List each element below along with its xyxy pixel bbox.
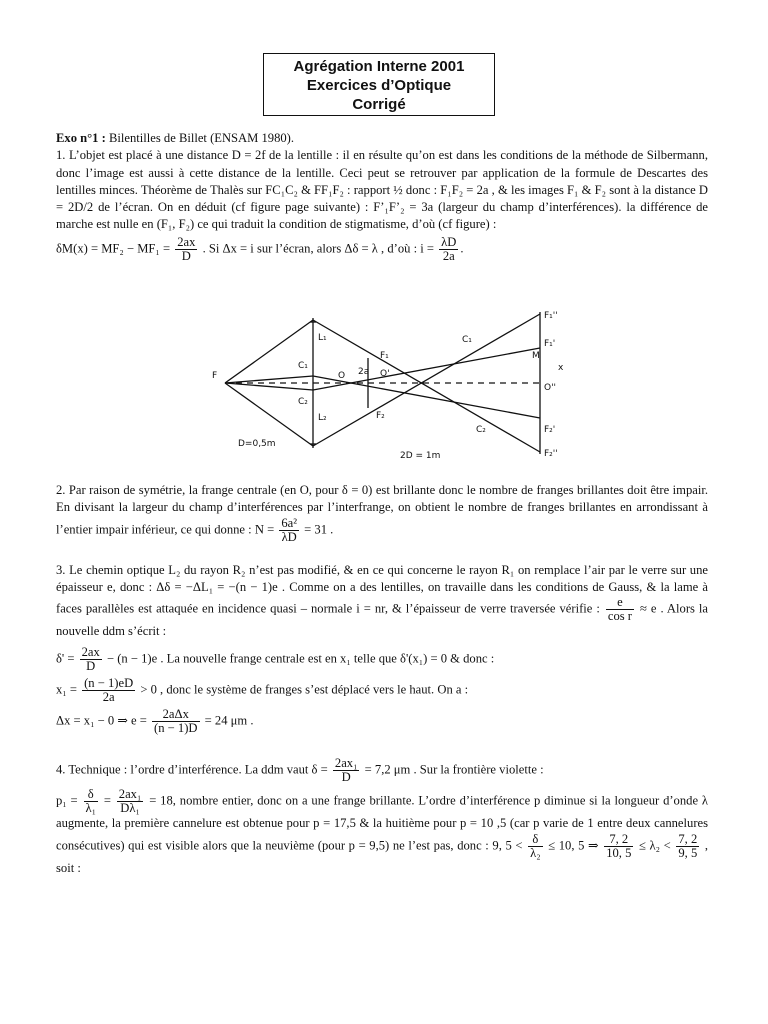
p3-eq-tail: − (n − 1)e . La nouvelle frange centrale est en x₁ telle que δ'(x₁) = 0 & donc : xyxy=(106,651,495,666)
paragraph-3 xyxy=(56,562,708,641)
label-M: M xyxy=(532,351,540,361)
p4-c-fraction-3 xyxy=(676,833,699,860)
p4-a-fraction xyxy=(333,757,360,784)
p3-dx-den: (n − 1)D xyxy=(154,721,198,736)
p3-x1-den: 2a xyxy=(102,690,115,705)
eq1-fraction xyxy=(175,236,197,263)
eq1-num: 2ax xyxy=(177,234,196,249)
label-C2: C₂ xyxy=(298,397,308,407)
exercise-1-part-1 xyxy=(56,130,708,263)
p4-c-num1: δ xyxy=(528,833,543,847)
paragraph-1: 1. L’objet est placé à une distance D = 2f de la lentille : il en résulte qu’on est dans les conditions de la méthode de Silbermann, donc l’image est aussi à cette distance de la lentille. Ceci peut se retrouver par application de la formule de Descartes des lentilles minces. Théorème de Thalès sur FC₁C₂ & FF₁F₂ : rapport ½ donc : F₁F₂ = 2a , & les images F₁ & F₂ sont à la distance D = 2D/2 de l’écran. On en déduit (cf figure page suivante) : F’₁F’₂ = 3a (largeur du champ d’interférences). la différence de marche est nulle en (F₁, F₂) ce qui traduit la condition de stigmatisme, d’où (cf figure) : xyxy=(56,148,708,232)
p4-b-num2: 2ax₁ xyxy=(118,787,142,802)
label-D: D=0,5m xyxy=(238,439,276,449)
paragraph-3-eq-3 xyxy=(56,708,708,735)
p4-c-den2: 10, 5 xyxy=(606,845,632,860)
paragraph-4-b: p₁ = $\frac{\delta}{\text{λ₁}}$ = $\frac{\text{2ax₁}}{\text{Dλ₁}}$ = 18, nombre entier, donc on a une frange brillante. L’ordre d’interférence p diminue si la longueur d’onde λ augmente, la première cannelure est obtenue pour p = 17,5 & la huitième pour p = 10 ,5 (car p varie de 1 entre deux cannelures consécutives) qui est visible alors que la neuvième (pour p = 9,5) ne l’est pas, donc : 9, 5 < $\frac{\delta}{\text{λ₂}}$ ≤ 10, 5 ⇒ $\frac{7, 2}{10, 5}$ ≤ λ₂ < $\frac{7, 2}{9, 5}$ , soit : xyxy=(56,787,709,875)
exercise-1-part-2 xyxy=(56,482,708,877)
label-C1b: C₁ xyxy=(462,335,472,345)
eq1-den2: 2a xyxy=(442,248,455,263)
p4-c-fraction-2 xyxy=(604,833,633,860)
title-line-2: Exercices d’Optique xyxy=(306,77,452,94)
p3-x1-fraction xyxy=(82,677,135,704)
label-Op: O' xyxy=(380,369,390,379)
label-x: x xyxy=(558,363,564,373)
p3-eq-left: δ' = xyxy=(56,651,75,666)
label-F1: F₁ xyxy=(380,351,389,361)
label-Opp: O'' xyxy=(544,383,557,393)
p2-result: = 31 . xyxy=(304,521,334,536)
equation-1: δM(x) = MF₂ − MF₁ = $\frac{2ax}{D}$ . Si Δx = i sur l’écran, alors Δδ = λ , d’où : i = $\frac{\lambda D}{2a}$ . xyxy=(56,234,464,263)
title-line-3: Corrigé xyxy=(352,96,406,113)
label-C1: C₁ xyxy=(298,361,308,371)
exercise-title: Bilentilles de Billet (ENSAM 1980). xyxy=(108,131,295,145)
label-2a: 2a xyxy=(358,367,370,377)
paragraph-4 xyxy=(56,757,708,784)
title-line-1: Agrégation Interne 2001 xyxy=(293,58,465,75)
exercise-heading xyxy=(56,130,708,147)
p3-eq-num: 2ax xyxy=(81,645,100,660)
label-L2: L₂ xyxy=(318,413,327,423)
p4-c-den1: λ₂ xyxy=(530,845,541,860)
p3-x1-num: (n − 1)eD xyxy=(84,676,134,691)
paragraph-3-eq-2 xyxy=(56,677,708,704)
label-L1: L₁ xyxy=(318,333,327,343)
p3-eq-den: D xyxy=(86,659,96,674)
p3-num: e xyxy=(606,596,634,610)
p4-b-fraction-1 xyxy=(84,788,99,815)
p4-b-fraction-2 xyxy=(117,788,144,815)
paragraph-2 xyxy=(56,482,708,544)
p4-a: 4. Technique : l’ordre d’interférence. La ddm vaut δ = xyxy=(56,762,328,777)
eq1-den: D xyxy=(181,248,191,263)
p4-b-tail: = 18, nombre entier, donc on a une frange brillante. L’ordre d’interférence p diminue si la longueur d’onde λ augmente, la première cannelure est obtenue pour p = 17,5 & la huitième pour p = 10 ,5 (car p varie de 1 entre deux cannelures consécutives) qui est visible alors que la neuvième (pour p = 9,5) ne l’est pas, donc : 9, 5 < xyxy=(56,793,708,853)
exercise-label: Exo n°1 : xyxy=(56,131,106,145)
p2-den: λD xyxy=(281,529,297,544)
p3-den: cos r xyxy=(607,609,632,624)
p4-b-den2: Dλ₁ xyxy=(120,801,140,816)
p2-fraction xyxy=(279,517,299,544)
billet-lens-figure xyxy=(210,298,570,468)
title-box xyxy=(263,53,495,116)
label-F2pp: F₂'' xyxy=(544,449,558,459)
p3-text: 3. Le chemin optique L₂ du rayon R₂ n’est pas modifié, & en ce qui concerne le rayon R₁ on remplace l’air par le verre sur une épaisseur e, donc : Δδ = −ΔL₁ = −(n − 1)e . Comme on a des lentilles, on travaille dans les conditions de Gauss, & la lame à faces parallèles est attaquée en incidence quasi – normale i = nr, & l’épaisseur de verre traversée vérifie : xyxy=(56,562,708,616)
paragraph-3-eq-1 xyxy=(56,646,708,673)
p4-c-mid2: ≤ λ₂ < xyxy=(639,838,671,853)
p4-c-num3: 7, 2 xyxy=(678,831,698,846)
p4-a-tail: = 7,2 μm . Sur la frontière violette : xyxy=(364,762,544,777)
label-2D: 2D = 1m xyxy=(400,451,441,461)
p3-dx-left: Δx = x₁ − 0 ⇒ e = xyxy=(56,713,147,728)
label-O: O xyxy=(338,371,346,381)
eq1-left: δM(x) = MF₂ − MF₁ = xyxy=(56,241,171,256)
p3-eq-fraction xyxy=(80,646,102,673)
p4-b-num1: δ xyxy=(84,788,99,802)
eq1-fraction-2 xyxy=(439,236,458,263)
label-F2p: F₂' xyxy=(544,425,556,435)
p4-b-left: p₁ = xyxy=(56,793,78,808)
label-C2b: C₂ xyxy=(476,425,486,435)
p2-text: 2. Par raison de symétrie, la frange centrale (en O, pour δ = 0) est brillante donc le nombre de franges brillantes doit être impair. En divisant la largeur du champ d’interférences par l’interfrange, on obtient le nombre de franges brillantes en arrondissant à l’entier impair inférieur, ce qui donne : xyxy=(56,483,708,536)
p4-a-den: D xyxy=(341,770,351,785)
p4-b-den1: λ₁ xyxy=(85,801,96,816)
p2-num: 6a² xyxy=(281,515,298,530)
p4-c-num2: 7, 2 xyxy=(604,833,633,847)
p3-x1-tail: > 0 , donc le système de franges s’est déplacé vers le haut. On a : xyxy=(140,682,469,697)
p4-c-tail: , soit : xyxy=(56,838,709,875)
label-F1pp: F₁'' xyxy=(544,311,558,321)
p3-tail: ≈ e . Alors la nouvelle ddm s’écrit : xyxy=(56,601,709,639)
p4-c-den3: 9, 5 xyxy=(678,845,698,860)
p3-fraction xyxy=(606,596,634,623)
label-F1p: F₁' xyxy=(544,339,556,349)
p4-c-fraction-1 xyxy=(528,833,543,860)
p2-eq: N = xyxy=(254,521,275,536)
eq1-mid: . Si Δx = i sur l’écran, alors Δδ = λ , d’où : i = xyxy=(202,241,434,256)
p3-x1-left: x₁ = xyxy=(56,682,77,697)
label-F: F xyxy=(212,371,218,381)
eq1-num2: λD xyxy=(441,234,457,249)
p3-dx-num: 2aΔx xyxy=(152,708,199,722)
p4-c-mid: ≤ 10, 5 ⇒ xyxy=(548,838,599,853)
p3-dx-fraction xyxy=(152,708,199,735)
label-F2: F₂ xyxy=(376,411,385,421)
p4-a-num: 2ax₁ xyxy=(334,756,358,771)
p3-dx-tail: = 24 μm . xyxy=(204,713,254,728)
